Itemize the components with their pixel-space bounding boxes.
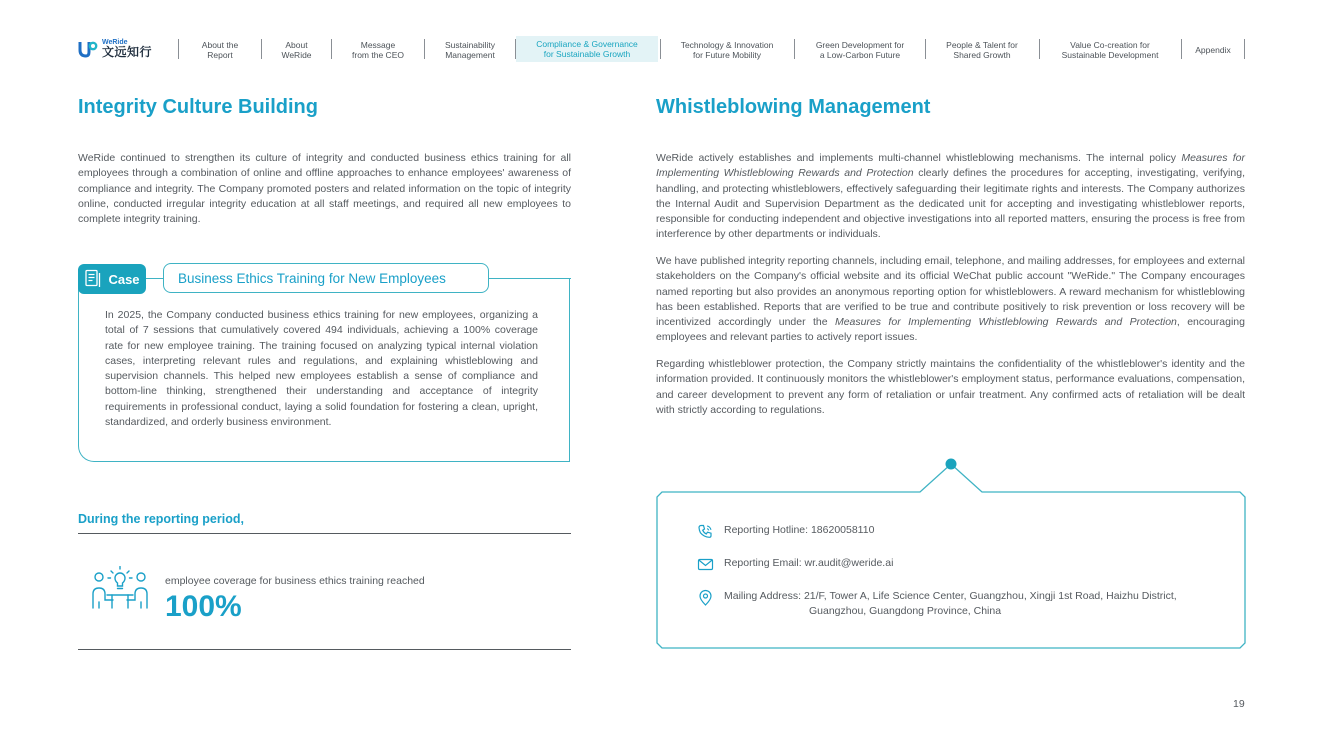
nav-compliance-governance[interactable]: Compliance & Governance for Sustainable Growth (516, 36, 658, 62)
whistleblowing-paragraph-1 (656, 151, 1245, 243)
nav-divider (794, 39, 795, 59)
stat-caption: employee coverage for business ethics training reached (165, 575, 425, 587)
nav-green-development[interactable]: Green Development for a Low-Carbon Future (815, 40, 905, 60)
case-frame-top-line (489, 278, 571, 279)
p1-text-c: clearly defines the procedures for accepting, investigating, verifying, handling, and protecting whistleblowers, effectively safeguarding their legitimate rights and interests. The Company authorizes the Internal Audit and Supervision Department as the dedicated unit for accepting and investigating whistleblower reports, responsible for conducting independent and objective investigations into all reported matters, ensuring the process is free from interference by other departments or individuals. (656, 167, 1245, 241)
case-badge-label: Case (108, 271, 140, 287)
contact-address-row (697, 589, 1177, 619)
nav-about-weride[interactable]: About WeRide (281, 40, 312, 60)
p2-text-a: We have published integrity reporting channels, including email, telephone, and mailing addresses, for employees and external stakeholders on the Company's official website and its official WeChat public account "WeRide." The Company encourages named reporting but also provides an anonymous reporting option for whistleblowers. A reward mechanism for whistleblowing has been established. Reports that are verified to be true and contribute positively to risk prevention or loss recovery will be incentivized accordingly under the (656, 255, 1245, 329)
weride-logo-icon (78, 38, 98, 58)
nav-divider (178, 39, 179, 59)
case-connector-line (146, 278, 164, 279)
page-number: 19 (1233, 698, 1245, 710)
nav-value-cocreation[interactable]: Value Co-creation for Sustainable Development (1061, 40, 1159, 60)
address-text (724, 589, 1177, 619)
integrity-section-title: Integrity Culture Building (78, 96, 318, 118)
nav-divider (261, 39, 262, 59)
nav-divider (660, 39, 661, 59)
policy-name-italic: Measures for Implementing Whistleblowing Rewards and Protection (834, 316, 1177, 329)
whistleblowing-paragraph-2 (656, 254, 1245, 346)
policy-name-italic: Measures for Implementing Whistleblowing Rewards and Protection (656, 152, 1245, 180)
envelope-icon (697, 556, 714, 573)
location-pin-icon (697, 589, 714, 606)
stat-value: 100% (165, 590, 242, 623)
address-line-2: Guangzhou, Guangdong Province, China (809, 605, 1002, 617)
nav-divider (1181, 39, 1182, 59)
weride-logo[interactable] (78, 38, 152, 58)
nav-divider (331, 39, 332, 59)
nav-divider (424, 39, 425, 59)
case-body-paragraph: In 2025, the Company conducted business ethics training for new employees, organizing a total of 7 sessions that cumulatively covered 494 individuals, achieving a 100% coverage rate for new employee training. The training focused on analyzing typical internal violation cases, interpreting relevant rules and regulations, and explaining whistleblowing and supervision channels. This helped new employees establish a sense of compliance and bottom-line thinking, strengthened their understanding and acceptance of integrity requirements in professional conduct, laying a solid foundation for fostering a clean, upright, standardized, and orderly business environment. (105, 309, 538, 429)
contact-email-row (697, 556, 893, 573)
stat-bottom-divider (78, 649, 571, 650)
nav-ceo-message[interactable]: Message from the CEO (352, 40, 404, 60)
logo-en-text: WeRide (102, 38, 128, 46)
people-idea-icon (90, 566, 150, 612)
nav-appendix[interactable]: Appendix (1195, 45, 1231, 55)
nav-technology-innovation[interactable]: Technology & Innovation for Future Mobility (680, 40, 774, 60)
contact-hotline-row (697, 523, 874, 540)
nav-divider (925, 39, 926, 59)
stat-top-divider (78, 533, 571, 534)
nav-about-report[interactable]: About the Report (201, 40, 239, 60)
nav-sustainability-management[interactable]: Sustainability Management (444, 40, 496, 60)
address-line-1: Mailing Address: 21/F, Tower A, Life Science Center, Guangzhou, Xingji 1st Road, Haizhu District, (724, 590, 1177, 602)
hotline-text: Reporting Hotline: 18620058110 (724, 524, 875, 536)
logo-cn-text: 文远知行 (102, 44, 153, 59)
email-text[interactable]: Reporting Email: wr.audit@weride.ai (724, 557, 894, 569)
p1-text-a: WeRide actively establishes and implements multi-channel whistleblowing mechanisms. The internal policy (656, 152, 1182, 164)
nav-people-talent[interactable]: People & Talent for Shared Growth (946, 40, 1018, 60)
reporting-period-label: During the reporting period, (78, 512, 244, 526)
phone-icon (697, 523, 714, 540)
integrity-intro-paragraph: WeRide continued to strengthen its culture of integrity and conducted business ethics training for all employees through a combination of online and offline approaches to enhance employees' awareness of compliance and integrity. The Company promoted posters and related information on the topic of integrity online, conducted irregular integrity education at all staff meetings, and required all new employees to complete integrity training. (78, 152, 571, 226)
document-icon (84, 269, 102, 289)
whistleblowing-section-title: Whistleblowing Management (656, 96, 931, 118)
case-badge (78, 264, 146, 294)
case-title: Business Ethics Training for New Employees (163, 263, 489, 293)
nav-divider (1244, 39, 1245, 59)
p2-text-c: , encouraging employees and relevant parties to actively report issues. (656, 316, 1245, 344)
nav-divider (1039, 39, 1040, 59)
whistleblowing-paragraph-3: Regarding whistleblower protection, the Company strictly maintains the confidentiality of the whistleblower's identity and the information provided. It continuously monitors the whistleblower's employment status, performance evaluations, compensation, and career development to prevent any form of retaliation or unfair treatment. Any confirmed acts of retaliation will be dealt with strictly according to regulations. (656, 358, 1245, 416)
